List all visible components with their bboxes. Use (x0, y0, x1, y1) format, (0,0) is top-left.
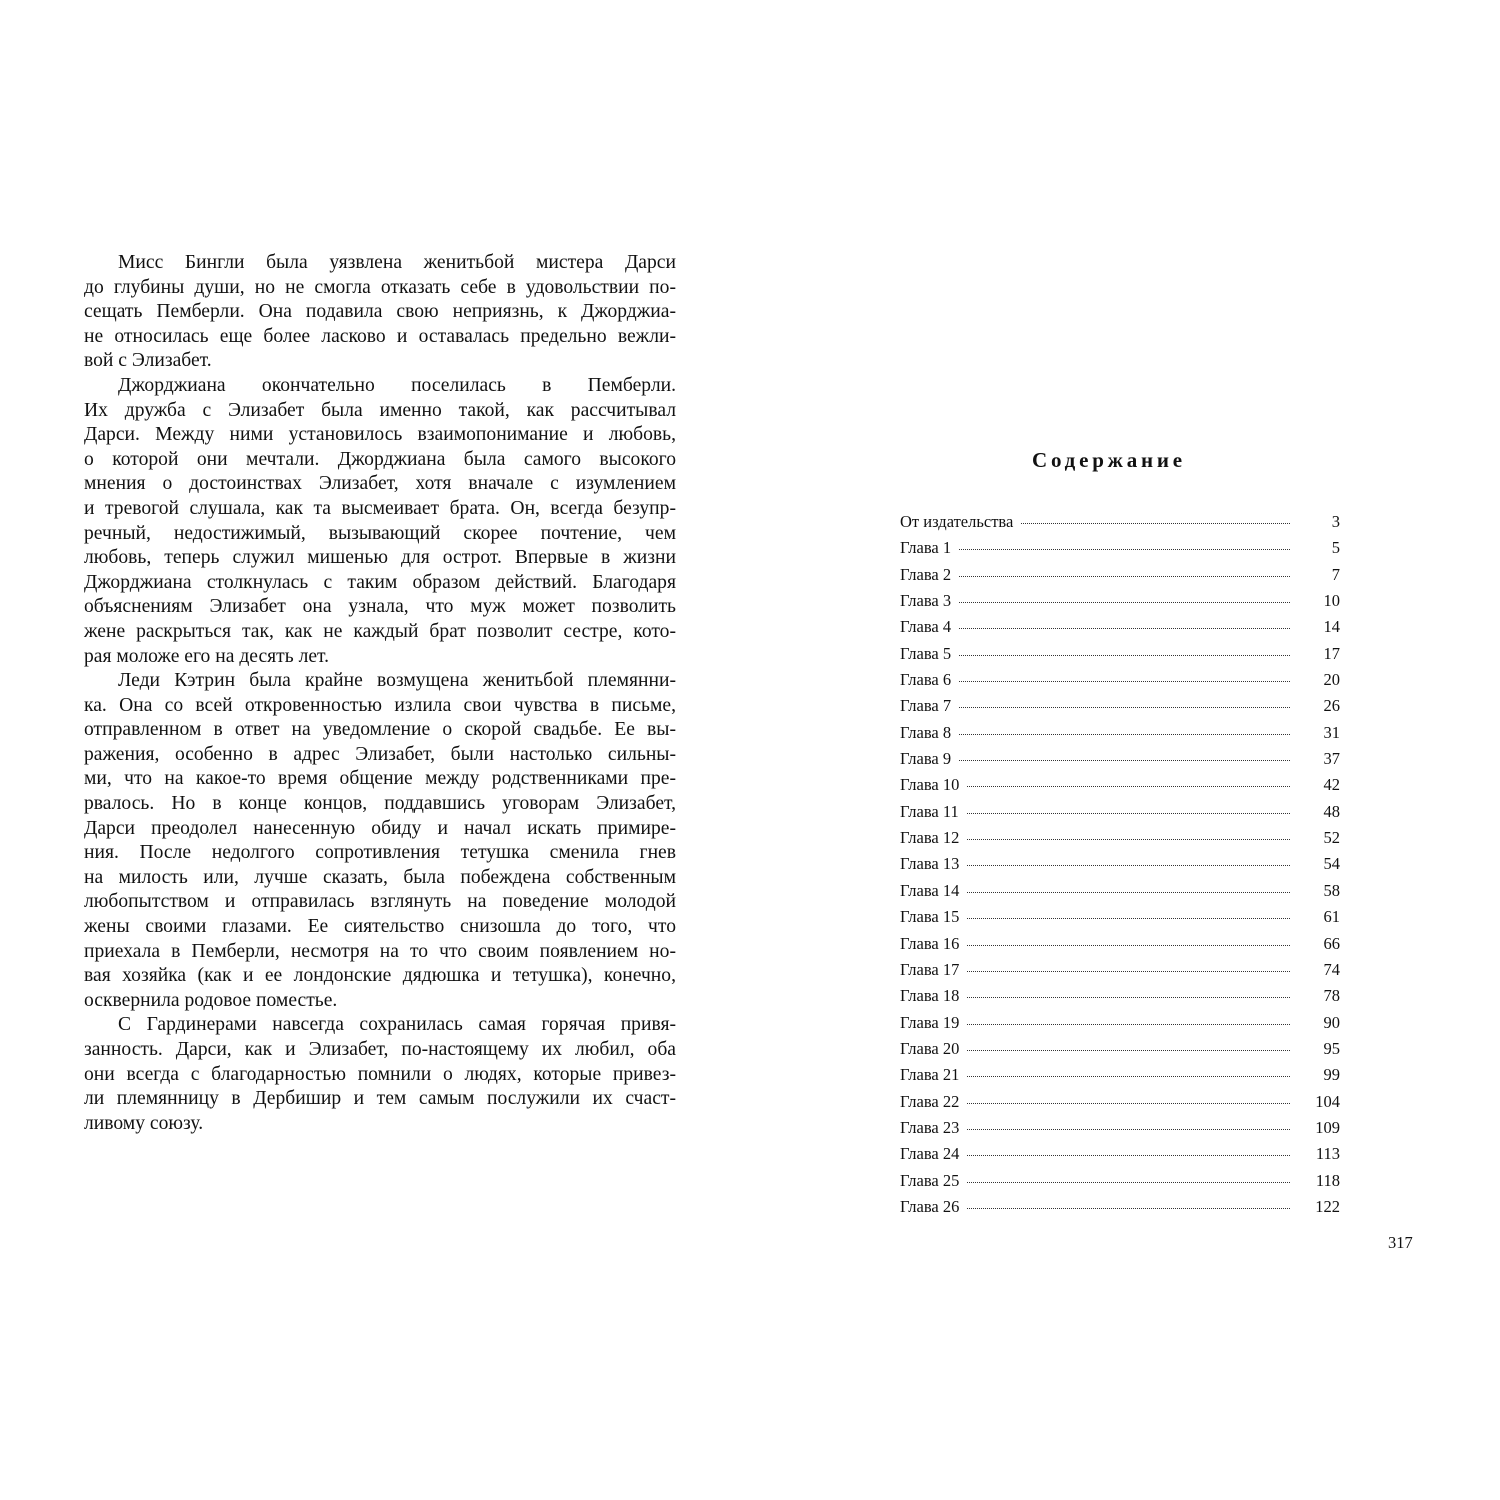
toc-entry[interactable] (900, 878, 1340, 904)
toc-entry[interactable] (900, 1010, 1340, 1036)
toc-entry-page: 54 (1323, 854, 1340, 874)
toc-entry[interactable] (900, 535, 1340, 561)
toc-entry-page: 66 (1323, 933, 1340, 953)
toc-entry-page: 113 (1315, 1144, 1340, 1164)
text-line: вая хозяйка (как и ее лондонские дядюшка и тетушка), конечно, (84, 965, 676, 987)
toc-dot-leader (967, 892, 1290, 893)
toc-dot-leader (967, 918, 1290, 919)
toc-entry-page: 10 (1323, 591, 1340, 611)
text-line: речный, недостижимый, вызывающий скорее почтение, чем (84, 522, 676, 544)
toc-entry-page: 90 (1323, 1012, 1340, 1032)
toc-entry-page: 48 (1323, 801, 1340, 821)
text-line: сещать Пемберли. Она подавила свою неприязнь, к Джорджиа- (84, 301, 676, 323)
text-line: Джорджиана окончательно поселилась в Пемберли. (118, 374, 676, 396)
text-line: до глубины души, но не смогла отказать себе в удовольствии по- (84, 276, 676, 298)
toc-entry[interactable] (900, 1115, 1340, 1141)
toc-dot-leader (967, 865, 1290, 866)
toc-dot-leader (959, 655, 1290, 656)
toc-entry-page: 95 (1323, 1038, 1340, 1058)
toc-entry-label: Глава 12 (900, 828, 960, 848)
toc-entry-label: Глава 6 (900, 670, 952, 690)
toc-entry[interactable] (900, 1062, 1340, 1088)
text-line: приехала в Пемберли, несмотря на то что своим появлением но- (84, 940, 676, 962)
toc-dot-leader (967, 1155, 1290, 1156)
toc-dot-leader (967, 786, 1290, 787)
toc-entry-page: 52 (1323, 828, 1340, 848)
toc-entry-label: Глава 2 (900, 564, 952, 584)
toc-entry-page: 109 (1315, 1117, 1340, 1137)
toc-entry-label: Глава 15 (900, 907, 960, 927)
text-line: Дарси. Между ними установилось взаимопонимание и любовь, (84, 424, 676, 446)
toc-entry[interactable] (900, 799, 1340, 825)
toc-dot-leader (1021, 523, 1290, 524)
toc-entry-page: 122 (1315, 1196, 1340, 1216)
toc-entry-page: 74 (1323, 959, 1340, 979)
toc-entry-label: Глава 9 (900, 749, 952, 769)
toc-entry-page: 5 (1331, 538, 1340, 558)
text-line: ния. После недолгого сопротивления тетушка сменила гнев (84, 842, 676, 864)
toc-entry-page: 78 (1323, 986, 1340, 1006)
toc-dot-leader (959, 734, 1290, 735)
text-line: отправленном в ответ на уведомление о скорой свадьбе. Ее вы- (84, 719, 676, 741)
toc-dot-leader (967, 839, 1290, 840)
text-line: объяснениям Элизабет она узнала, что муж может позволить (84, 596, 676, 618)
toc-entry-label: Глава 16 (900, 933, 960, 953)
toc-entry-label: Глава 24 (900, 1144, 960, 1164)
toc-entry-label: От издательства (900, 512, 1014, 531)
text-line: ка. Она со всей откровенностью излила свои чувства в письме, (84, 694, 676, 716)
text-line: мнения о достоинствах Элизабет, хотя вначале с изумлением (84, 473, 676, 495)
text-line: Дарси преодолел нанесенную обиду и начал искать примире- (84, 817, 676, 839)
toc-entry-label: Глава 21 (900, 1065, 960, 1085)
text-line: ражения, особенно в адрес Элизабет, были настолько сильны- (84, 743, 676, 765)
toc-dot-leader (967, 1076, 1290, 1077)
toc-entry-label: Глава 14 (900, 880, 960, 900)
text-line: Леди Кэтрин была крайне возмущена женитьбой племянни- (118, 670, 676, 692)
toc-dot-leader (967, 971, 1290, 972)
toc-entry-label: Глава 18 (900, 986, 960, 1006)
text-line: Их дружба с Элизабет была именно такой, как рассчитывал (84, 399, 676, 421)
toc-entry-label: Глава 23 (900, 1117, 960, 1137)
toc-entry[interactable] (900, 562, 1340, 588)
toc-entry[interactable] (900, 746, 1340, 772)
toc-entry[interactable] (900, 772, 1340, 798)
text-line: и тревогой слушала, как та высмеивает брата. Он, всегда безупр- (84, 497, 676, 519)
toc-entry-label: Глава 4 (900, 617, 952, 637)
toc-entry-label: Глава 19 (900, 1012, 960, 1032)
toc-entry[interactable] (900, 1141, 1340, 1167)
toc-entry[interactable] (900, 720, 1340, 746)
toc-entry-page: 17 (1323, 643, 1340, 663)
text-line: жене раскрыться так, как не каждый брат позволит сестре, кото- (84, 620, 676, 642)
toc-dot-leader (967, 1024, 1290, 1025)
toc-entry-label: Глава 3 (900, 591, 952, 611)
toc-dot-leader (959, 576, 1290, 577)
toc-entry-label: Глава 8 (900, 722, 952, 742)
toc-entry[interactable] (900, 957, 1340, 983)
text-line: С Гардинерами навсегда сохранилась самая горячая привя- (118, 1014, 676, 1036)
toc-entry-page: 104 (1315, 1091, 1340, 1111)
toc-entry[interactable] (900, 1089, 1340, 1115)
toc-entry-page: 42 (1323, 775, 1340, 795)
text-line: жены своими глазами. Ее сиятельство снизошла до того, что (84, 916, 676, 938)
toc-entry-page: 3 (1331, 512, 1340, 531)
text-line: рая моложе его на десять лет. (84, 645, 330, 667)
text-line: о которой они мечтали. Джорджиана была самого высокого (84, 448, 676, 470)
toc-entry-label: Глава 5 (900, 643, 952, 663)
toc-title: Содержание (1032, 448, 1186, 472)
table-of-contents (900, 509, 1340, 1220)
toc-entry-page: 37 (1323, 749, 1340, 769)
toc-dot-leader (967, 1182, 1290, 1183)
text-line: вой с Элизабет. (84, 350, 212, 372)
toc-entry[interactable] (900, 667, 1340, 693)
toc-entry-page: 7 (1331, 564, 1340, 584)
toc-entry[interactable] (900, 851, 1340, 877)
toc-dot-leader (959, 628, 1290, 629)
toc-entry-page: 20 (1323, 670, 1340, 690)
toc-entry-page: 61 (1323, 907, 1340, 927)
text-line: осквернила родовое поместье. (84, 989, 338, 1011)
toc-entry[interactable] (900, 1194, 1340, 1220)
toc-dot-leader (967, 997, 1290, 998)
toc-entry-label: Глава 13 (900, 854, 960, 874)
text-line: ли племянницу в Дербишир и тем самым послужили их счаст- (84, 1088, 676, 1110)
toc-dot-leader (967, 813, 1290, 814)
toc-entry[interactable] (900, 509, 1340, 535)
toc-dot-leader (959, 760, 1290, 761)
text-line: Джорджиана столкнулась с таким образом действий. Благодаря (84, 571, 676, 593)
toc-entry-label: Глава 17 (900, 959, 960, 979)
toc-entry[interactable] (900, 931, 1340, 957)
toc-entry-page: 14 (1323, 617, 1340, 637)
text-line: не относилась еще более ласково и оставалась предельно вежли- (84, 325, 676, 347)
toc-entry-page: 31 (1323, 722, 1340, 742)
toc-dot-leader (967, 1103, 1290, 1104)
toc-dot-leader (959, 602, 1290, 603)
left-page-text (84, 251, 676, 1136)
text-line: любопытством и отправилась взглянуть на поведение молодой (84, 891, 676, 913)
toc-entry-label: Глава 22 (900, 1091, 960, 1111)
toc-entry[interactable] (900, 1036, 1340, 1062)
page-number: 317 (1388, 1233, 1413, 1252)
toc-dot-leader (967, 1050, 1290, 1051)
toc-entry-label: Глава 7 (900, 696, 952, 716)
text-line: любовь, теперь служил мишенью для острот. Впервые в жизни (84, 547, 676, 569)
toc-entry-page: 26 (1323, 696, 1340, 716)
toc-entry[interactable] (900, 588, 1340, 614)
toc-entry-label: Глава 10 (900, 775, 960, 795)
toc-entry-label: Глава 11 (900, 801, 959, 821)
toc-entry[interactable] (900, 904, 1340, 930)
toc-entry-label: Глава 26 (900, 1196, 960, 1216)
toc-entry-page: 99 (1323, 1065, 1340, 1085)
toc-dot-leader (959, 681, 1290, 682)
toc-dot-leader (967, 1129, 1290, 1130)
toc-entry[interactable] (900, 693, 1340, 719)
text-line: они всегда с благодарностью помнили о людях, которые привез- (84, 1063, 676, 1085)
toc-dot-leader (967, 945, 1290, 946)
text-line: рвалось. Но в конце концов, поддавшись уговорам Элизабет, (84, 793, 676, 815)
toc-entry-label: Глава 25 (900, 1170, 960, 1190)
text-line: ливому союзу. (84, 1112, 204, 1134)
text-line: ми, что на какое-то время общение между родственниками пре- (84, 768, 676, 790)
toc-dot-leader (959, 707, 1290, 708)
toc-dot-leader (959, 549, 1290, 550)
toc-entry[interactable] (900, 1168, 1340, 1194)
text-line: занность. Дарси, как и Элизабет, по-настоящему их любил, оба (84, 1039, 676, 1060)
toc-entry-label: Глава 20 (900, 1038, 960, 1058)
toc-entry[interactable] (900, 825, 1340, 851)
toc-entry-page: 58 (1323, 880, 1340, 900)
toc-entry-page: 118 (1315, 1170, 1340, 1190)
toc-entry-label: Глава 1 (900, 538, 952, 558)
toc-dot-leader (967, 1208, 1290, 1209)
text-line: Мисс Бингли была уязвлена женитьбой мистера Дарси (118, 252, 676, 273)
toc-entry[interactable] (900, 983, 1340, 1009)
toc-entry[interactable] (900, 614, 1340, 640)
text-line: на милость или, лучше сказать, была побеждена собственным (84, 866, 676, 888)
toc-entry[interactable] (900, 641, 1340, 667)
